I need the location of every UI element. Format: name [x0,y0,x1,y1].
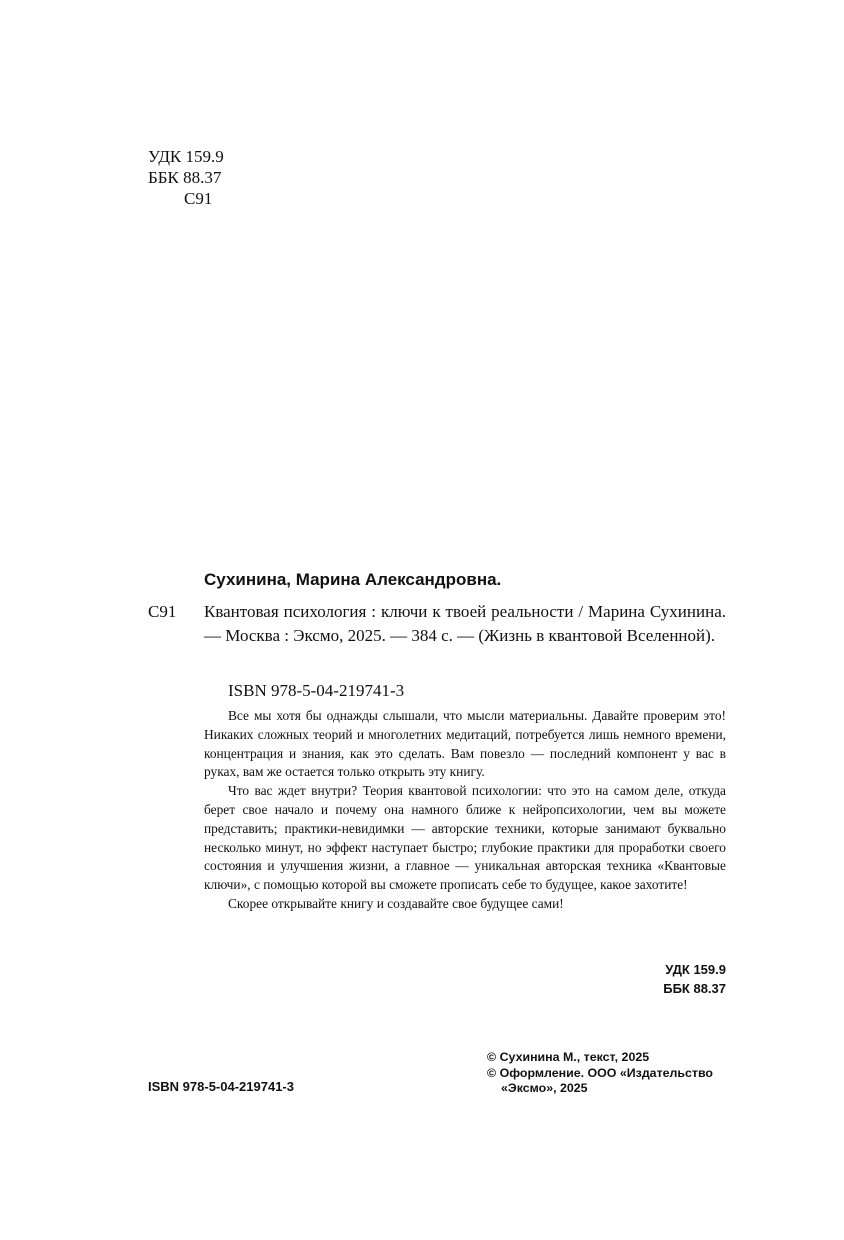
udk-code: УДК 159.9 [665,962,726,977]
book-annotation [204,707,726,914]
classification-codes-top [148,146,224,209]
annotation-paragraph: Что вас ждет внутри? Теория квантовой психологии: что это на самом деле, откуда берет свое начало и почему она намного ближе к нейропсихологии, чем вы можете представить; практики-невидимки — авторские техники, которые занимают буквально несколько минут, но эффект наступает быстро; глубокие практики для проработки своего состояния и улучшения жизни, а главное — уникальная авторская техника «Квантовые ключи», с помощью которой вы сможете прописать себе то будущее, какое захотите! [204,783,726,893]
bibliographic-description: Квантовая психология : ключи к твоей реальности / Марина Сухинина. — Москва : Эксмо, 2025. — 384 с. — (Жизнь в квантовой Вселенной). [204,602,726,645]
classification-codes-bottom [663,960,726,998]
footer-isbn: ISBN 978-5-04-219741-3 [148,1079,294,1094]
annotation-paragraph: Все мы хотя бы однажды слышали, что мысли материальны. Давайте проверим это! Никаких сложных теорий и многолетних медитаций, потребуется лишь немного времени, концентрация и знания, как это сделать. Вам повезло — последний компонент у вас в руках, вам же остается только открыть эту книгу. [204,708,726,780]
bbk-code: ББК 88.37 [663,981,726,996]
udk-code: УДК 159.9 [148,147,224,166]
entry-cutter-mark: С91 [148,602,177,621]
copyright-design-line: © Оформление. ООО «Издательство «Эксмо», 2025 [487,1065,714,1095]
cutter-code: С91 [184,189,213,208]
author-heading: Сухинина, Марина Александровна. [204,570,502,589]
annotation-paragraph: Скорее открывайте книгу и создавайте свое будущее сами! [228,895,564,911]
copyright-block [487,1050,737,1097]
bbk-code: ББК 88.37 [148,168,222,187]
copyright-text-line: © Сухинина М., текст, 2025 [487,1050,650,1064]
entry-isbn: ISBN 978-5-04-219741-3 [228,681,405,700]
